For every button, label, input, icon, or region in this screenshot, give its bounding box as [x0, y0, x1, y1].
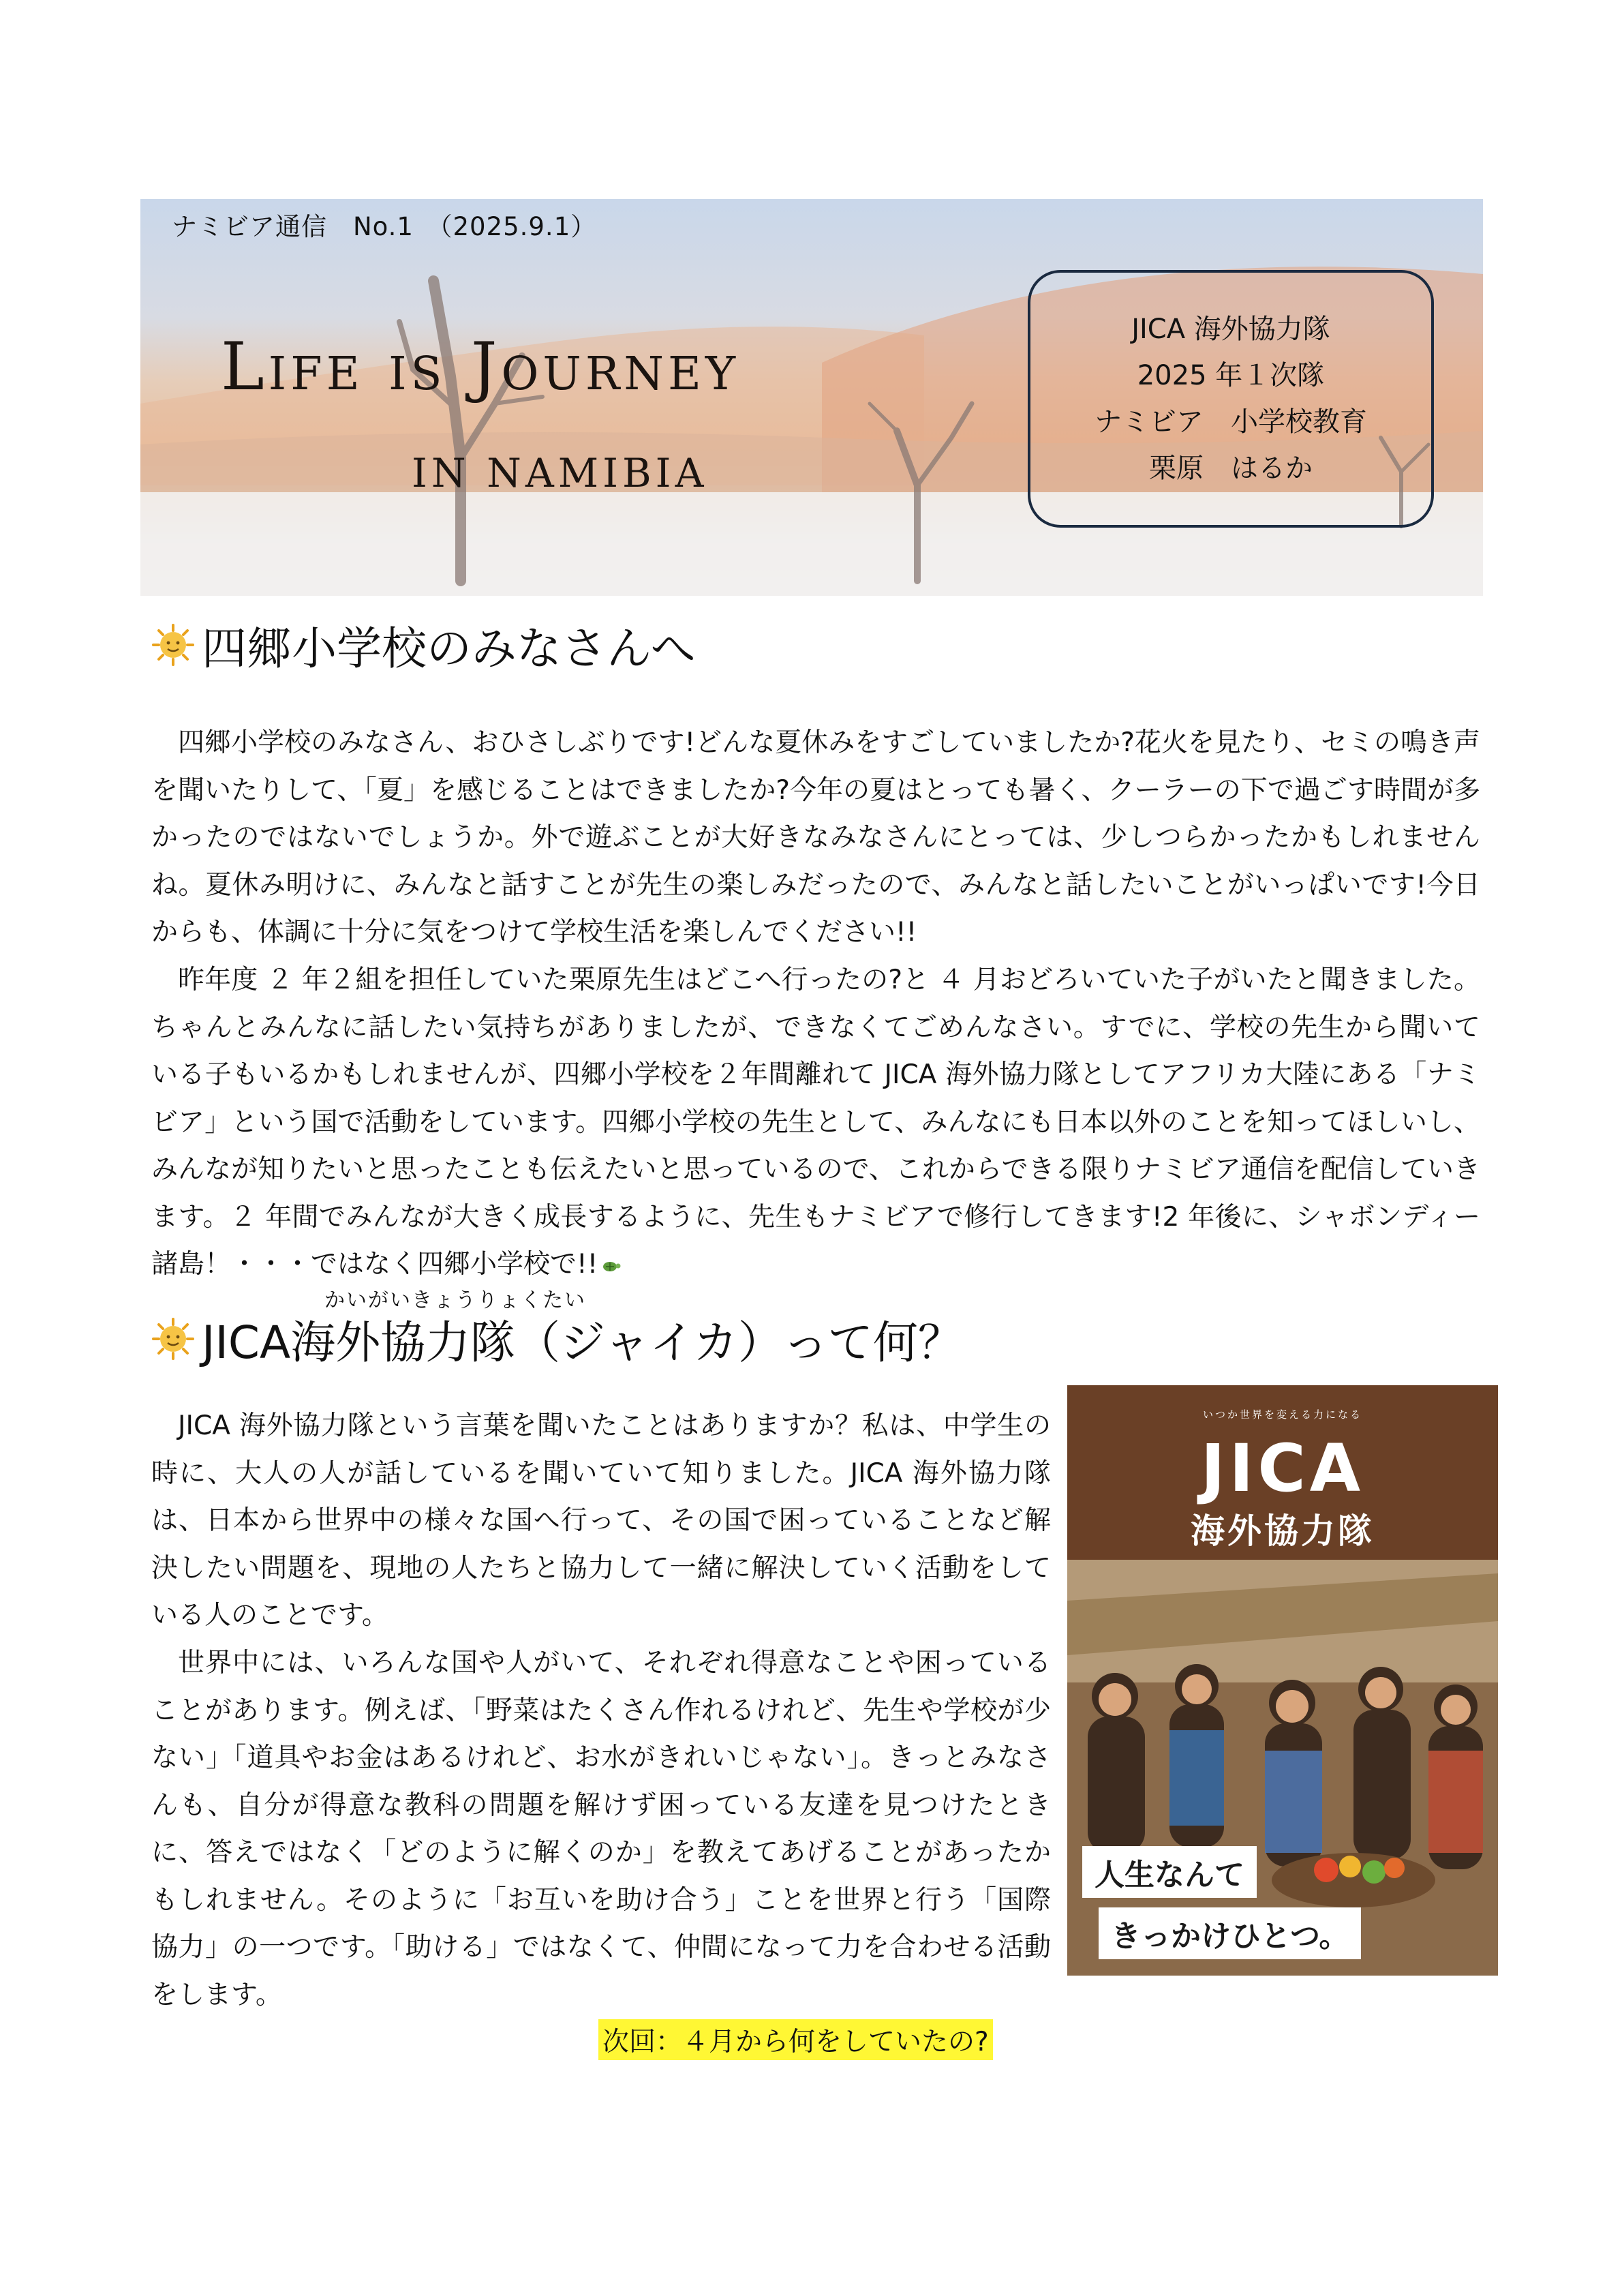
section1-paragraph-2-text: 昨年度 ２ 年２組を担任していた栗原先生はどこへ行ったの?と ４ 月おどろいていた子がいたと聞きました。ちゃんとみんなに話したい気持ちがありましたが、できなくてごめんなさい。すでに、学校の先生から聞いている子もいるかもしれませんが、四郷小学校を２年間離れて JICA 海外協力隊としてアフリカ大陸にある「ナミビア」という国で活動をしています。四郷小学校の先生として、みんなにも日本以外のことを知ってほしいし、みんなが知りたいと思ったことも伝えたいと思っているので、これからできる限りナミビア通信を配信していきます。２ 年間でみんなが大きく成長するように、先生もナミビアで修行してきます!2 年後に、シャボンディー諸島！・・・ではなく四郷小学校で!! [151, 965, 1480, 1280]
section1-paragraph-1: 四郷小学校のみなさん、おひさしぶりです!どんな夏休みをすごしていましたか?花火を見たり、セミの鳴き声を聞いたりして、「夏」を感じることはできましたか?今年の夏はとっても暑く、クーラーの下で過ごす時間が多かったのではないでしょうか。外で遊ぶことが大好きなみなさんにとっては、少しつらかったかもしれませんね。夏休み明けに、みんなと話すことが先生の楽しみだったので、みんなと話したいことがいっぱいです!今日からも、体調に十分に気をつけて学校生活を楽しんでください!! [151, 727, 1480, 948]
poster-caption-1: 人生なんて [1082, 1846, 1257, 1898]
newsletter-subtitle: IN NAMIBIA [412, 450, 708, 496]
issue-label: ナミビア通信 No.1 （2025.9.1） [172, 212, 597, 241]
jica-poster [1067, 1385, 1498, 1976]
newsletter-title: Life is Journey [221, 329, 740, 405]
author-batch: 2025 年１次隊 [1137, 360, 1325, 391]
next-issue: 次回：４月から何をしていたの? [598, 2019, 993, 2060]
section1-paragraph-2 [151, 956, 1480, 1288]
author-name: 栗原 はるか [1149, 453, 1313, 484]
header-banner [140, 199, 1483, 596]
author-box [1028, 270, 1434, 528]
section2-paragraph-2: 世界中には、いろんな国や人がいて、それぞれ得意なことや困っていることがあります。例えば、「野菜はたくさん作れるけれど、先生や学校が少ない」「道具やお金はあるけれど、お水がきれいじゃない」。きっとみなさんも、自分が得意な教科の問題を解けず困っている友達を見つけたときに、答えではなく「どのように解くのか」を教えてあげることがあったかもしれません。そのように「お互いを助け合う」ことを世界と行う「国際協力」の一つです。「助ける」ではなくて、仲間になって力を合わせる活動をします。 [151, 1648, 1051, 2010]
section2-paragraph-1: JICA 海外協力隊という言葉を聞いたことはありますか？私は、中学生の時に、大人の人が話しているを聞いていて知りました。JICA 海外協力隊は、日本から世界中の様々な国へ行って、その国で困っていることなど解決したい問題を、現地の人たちと協力して一緒に解決していく活動をしている人のことです。 [151, 1410, 1051, 1631]
section2-title: JICA海外協力隊（ジャイカ）って何？ [202, 1316, 963, 1369]
section2-heading [151, 1306, 963, 1371]
heading-ruby: かいがいきょうりょくたい [324, 1288, 586, 1312]
sun-icon [151, 623, 195, 667]
poster-tagline: いつか世界を変える力になる [1202, 1408, 1362, 1421]
turtle-icon [600, 1258, 621, 1273]
sun-icon [151, 1317, 195, 1361]
author-org: JICA 海外協力隊 [1131, 314, 1330, 345]
section1-heading [151, 612, 696, 677]
author-post: ナミビア 小学校教育 [1095, 406, 1367, 438]
poster-subtitle: 海外協力隊 [1191, 1511, 1375, 1551]
poster-logo: JICA [1200, 1430, 1365, 1507]
section1-title: 四郷小学校のみなさんへ [202, 622, 696, 675]
poster-caption-2: きっかけひとつ。 [1099, 1907, 1361, 1959]
